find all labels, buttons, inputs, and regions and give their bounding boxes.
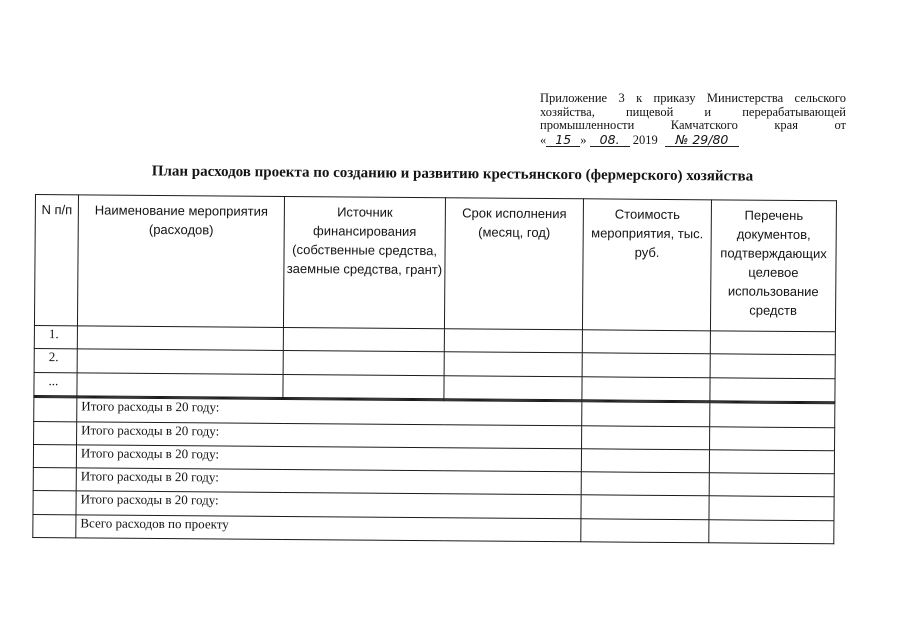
table-cell xyxy=(33,468,76,492)
table-cell xyxy=(444,375,582,399)
table-cell xyxy=(33,514,76,538)
header-activity: Наименование мероприятия (расходов) xyxy=(77,195,284,328)
plan-table xyxy=(32,194,836,544)
table-cell xyxy=(709,473,834,497)
header-cost: Стоимость мероприятия, тыс. руб. xyxy=(582,199,711,331)
row-number: 2. xyxy=(34,349,77,373)
date-close-quote: » xyxy=(580,132,587,147)
yearly-total-label: Итого расходы в 20 году: xyxy=(77,398,582,425)
table-cell xyxy=(709,450,834,474)
yearly-total-label: Итого расходы в 20 году: xyxy=(76,491,581,518)
table-cell xyxy=(283,374,444,399)
yearly-total-label: Итого расходы в 20 году: xyxy=(77,422,582,449)
table-cell xyxy=(33,444,76,468)
table-cell xyxy=(581,472,709,496)
table-cell xyxy=(34,398,77,422)
date-open-quote: « xyxy=(540,132,547,147)
grand-total-label: Всего расходов по проекту xyxy=(76,515,581,542)
table-cell xyxy=(582,402,710,426)
header-row xyxy=(34,195,836,332)
table-cell xyxy=(77,349,283,374)
table-cell xyxy=(710,331,835,355)
header-documents: Перечень документов, подтверждающих целевое использование средств xyxy=(710,200,836,332)
table-cell xyxy=(582,426,710,450)
document-title: План расходов проекта по созданию и развитию крестьянского (фермерского) хозяйства xyxy=(151,163,754,185)
appendix-line-1: Приложение 3 к приказу Министерства сельского xyxy=(540,91,846,105)
appendix-line-3: промышленности Камчатского края от xyxy=(540,118,846,132)
table-cell xyxy=(581,449,709,473)
table-cell xyxy=(444,352,582,376)
table-cell xyxy=(77,372,283,397)
row-number: 1. xyxy=(34,325,77,349)
table-cell xyxy=(444,329,582,353)
table-cell xyxy=(283,351,444,376)
table-cell xyxy=(709,496,834,520)
row-number: ... xyxy=(34,372,77,396)
header-number: N п/п xyxy=(34,195,78,326)
handwritten-order-number: № 29/80 xyxy=(665,133,739,147)
table-cell xyxy=(710,354,835,378)
table-cell xyxy=(582,376,710,400)
header-deadline: Срок исполнения (месяц, год) xyxy=(444,198,583,330)
handwritten-month: 08. xyxy=(590,133,630,147)
header-funding-source: Источник финансирования (собственные средства, заемные средства, грант) xyxy=(283,196,445,328)
handwritten-day: 15 xyxy=(546,133,580,147)
table-cell xyxy=(581,519,709,543)
appendix-note xyxy=(540,92,846,147)
table-cell xyxy=(582,330,710,354)
table-cell xyxy=(710,403,835,427)
table-cell xyxy=(582,353,710,377)
table-cell xyxy=(710,427,835,451)
appendix-date-line xyxy=(540,133,846,148)
date-year: 2019 xyxy=(632,132,658,147)
table-cell xyxy=(77,326,283,351)
table-cell xyxy=(709,520,834,544)
appendix-line-2: хозяйства, пищевой и перерабатывающей xyxy=(540,104,846,119)
table-cell xyxy=(33,491,76,515)
table-cell xyxy=(34,421,77,445)
yearly-total-label: Итого расходы в 20 году: xyxy=(76,468,581,495)
grand-total-row xyxy=(33,514,834,544)
yearly-total-label: Итого расходы в 20 году: xyxy=(76,445,581,472)
table-cell xyxy=(710,377,835,401)
table-cell xyxy=(581,495,709,519)
table-cell xyxy=(283,327,444,352)
